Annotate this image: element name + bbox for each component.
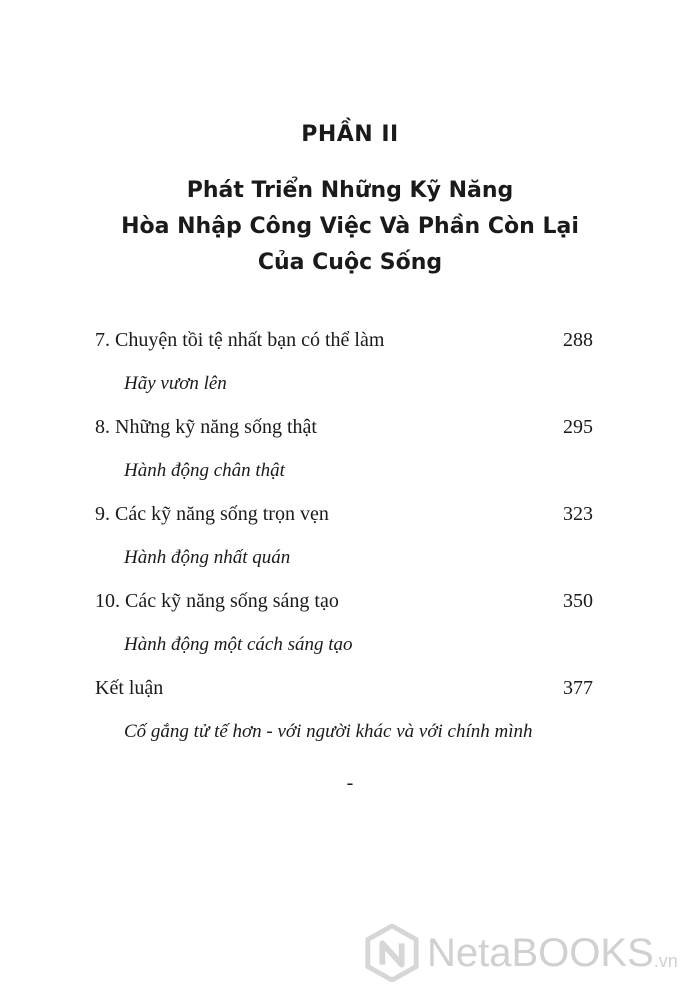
toc-entry-page: 295 [563, 415, 593, 438]
part-label: PHẦN II [301, 122, 399, 147]
netabooks-logo-icon [363, 924, 421, 982]
toc-entry-subtitle: Hành động nhất quán [124, 547, 291, 568]
toc-entry-page: 323 [563, 502, 593, 525]
toc-entry-title: 9. Các kỹ năng sống trọn vẹn [95, 502, 329, 525]
toc-entry-subtitle: Hành động chân thật [124, 460, 285, 481]
toc-entry-page: 350 [563, 589, 593, 612]
toc-entry-page: 288 [563, 328, 593, 351]
toc-entry-subtitle: Cố gắng tử tế hơn - với người khác và với chính mình [124, 721, 533, 742]
table-of-contents [95, 322, 593, 757]
toc-entry [95, 583, 593, 670]
toc-entry [95, 409, 593, 496]
toc-entry-title: 8. Những kỹ năng sống thật [95, 415, 317, 438]
part-title-line: Phát Triển Những Kỹ Năng [186, 178, 514, 203]
toc-entry-page: 377 [563, 676, 593, 699]
end-mark: - [346, 772, 354, 794]
part-title-line: Hòa Nhập Công Việc Và Phần Còn Lại [121, 214, 579, 239]
toc-entry-title: Kết luận [95, 676, 164, 699]
part-title-line: Của Cuộc Sống [257, 250, 443, 275]
watermark-brand: NetaBOOKS [427, 930, 654, 975]
watermark-tld: .vn [653, 951, 678, 971]
toc-entry-subtitle: Hành động một cách sáng tạo [124, 634, 353, 655]
watermark-logo [363, 918, 678, 988]
toc-entry [95, 322, 593, 409]
part-title [0, 173, 700, 281]
toc-entry-title: 10. Các kỹ năng sống sáng tạo [95, 589, 339, 612]
toc-entry-subtitle: Hãy vươn lên [124, 373, 227, 394]
toc-entry-title: 7. Chuyện tồi tệ nhất bạn có thể làm [95, 328, 385, 351]
toc-entry [95, 496, 593, 583]
toc-entry [95, 670, 593, 757]
